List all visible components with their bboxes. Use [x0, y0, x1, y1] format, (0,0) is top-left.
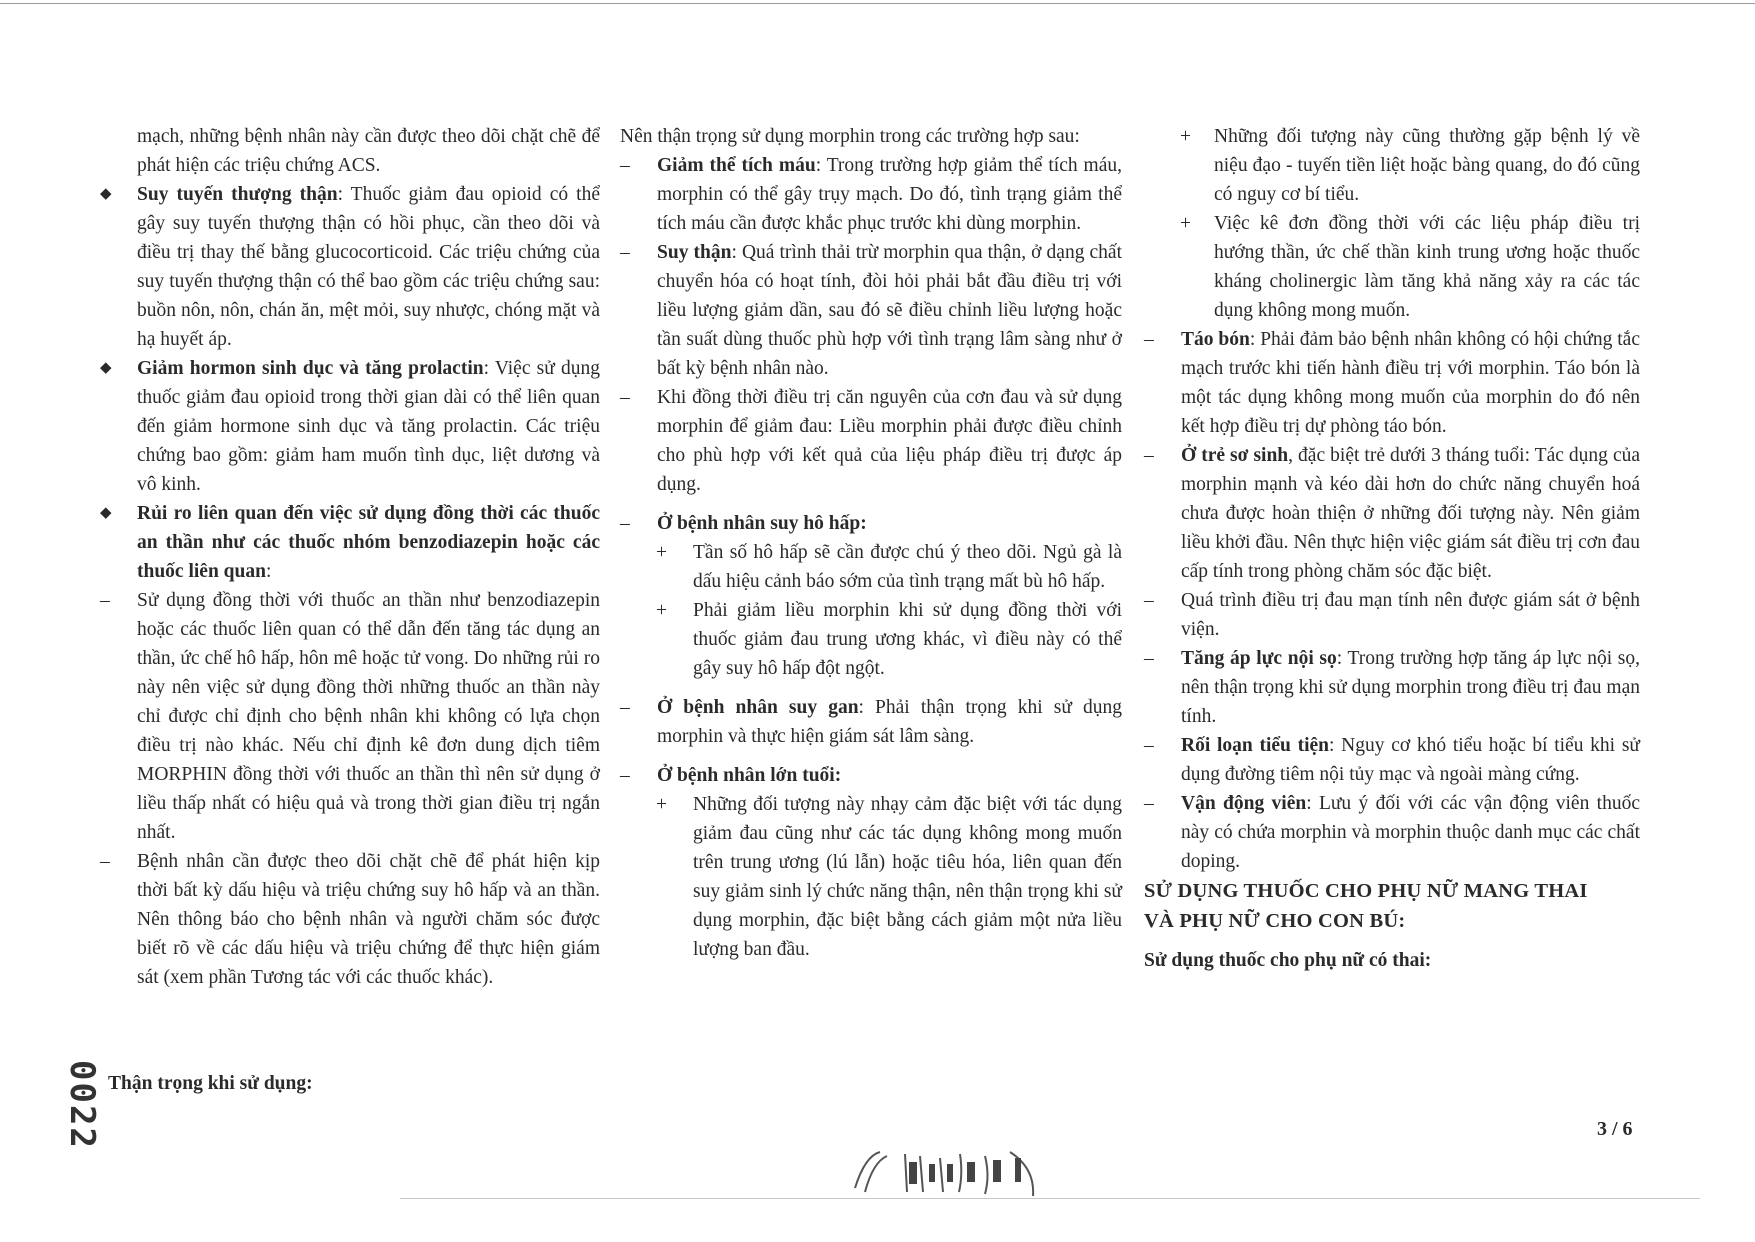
section-heading-line: VÀ PHỤ NỮ CHO CON BÚ: [1144, 910, 1406, 932]
plus-bullet-icon: + [1180, 126, 1191, 147]
item-term: Vận động viên [1181, 793, 1307, 814]
item-text: : Thuốc giảm đau opioid có thể gây suy tuyến thượng thận có hồi phục, cần theo dõi và điều trị thay thế bằng glucocorticoid. Các triệu chứng của suy tuyến thượng thận có thể bao gồm các triệu chứng sau: buồn nôn, nôn, chán ăn, mệt mỏi, suy nhược, chóng mặt và hạ huyết áp. [137, 184, 600, 350]
sub-list-item [1144, 122, 1640, 209]
list-item [1144, 789, 1640, 876]
list-item [620, 151, 1122, 238]
plus-bullet-icon: + [1180, 213, 1191, 234]
list-item [1144, 644, 1640, 731]
list-item [620, 693, 1122, 751]
dash-bullet-icon: – [1144, 329, 1154, 350]
item-text: : Nguy cơ khó tiểu hoặc bí tiểu khi sử dụng đường tiêm nội tủy mạc và ngoài màng cứng. [1181, 735, 1640, 785]
list-item [1144, 441, 1640, 586]
item-text: Sử dụng đồng thời với thuốc an thần như benzodiazepin hoặc các thuốc liên quan có thể dẫn đến tăng tác dụng an thần, ức chế hô hấp, hôn mê hoặc tử vong. Do những rủi ro này nên việc sử dụng đồng thời những thuốc an thần này chỉ được chỉ định cho bệnh nhân khi không có lựa chọn điều trị nào khác. Nếu chỉ định kê đơn dung dịch tiêm MORPHIN đồng thời với thuốc an thần thì nên sử dụng ở liều thấp nhất có hiệu quả và trong thời gian điều trị ngắn nhất. [137, 590, 600, 843]
item-text: : Trong trường hợp tăng áp lực nội sọ, nên thận trọng khi sử dụng morphin trong điều trị đau mạn tính. [1181, 648, 1640, 727]
elderly-heading: Ở bệnh nhân lớn tuổi: [657, 765, 842, 786]
item-text: Tần số hô hấp sẽ cần được chú ý theo dõi. Ngủ gà là dấu hiệu cảnh báo sớm của tình trạng mất bù hô hấp. [693, 542, 1122, 592]
item-term: Suy tuyến thượng thận [137, 184, 338, 205]
item-text: Những đối tượng này nhạy cảm đặc biệt với tác dụng giảm đau cũng như các tác dụng không mong muốn trên trung ương (lú lẫn) hoặc tiêu hóa, liên quan đến suy giảm sinh lý chức năng thận, nên thận trọng khi sử dụng morphin, đặc biệt bằng cách giảm một nửa liều lượng ban đầu. [693, 794, 1122, 960]
column-left [100, 122, 600, 992]
item-text: Bệnh nhân cần được theo dõi chặt chẽ để phát hiện kịp thời bất kỳ dấu hiệu và triệu chứng suy hô hấp và an thần. Nên thông báo cho bệnh nhân và người chăm sóc được biết rõ về các dấu hiệu và triệu chứng để thực hiện giám sát (xem phần Tương tác với các thuốc khác). [137, 851, 600, 988]
section-heading [1144, 876, 1640, 936]
list-item [100, 354, 600, 499]
item-text: : Lưu ý đối với các vận động viên thuốc này có chứa morphin và morphin thuộc danh mục các chất doping. [1181, 793, 1640, 872]
margin-code-wrap [62, 1060, 108, 1160]
sub-list-item [620, 596, 1122, 683]
sub-list-item [1144, 209, 1640, 325]
dash-bullet-icon: – [100, 851, 110, 872]
page-number: 3 / 6 [1597, 1118, 1633, 1140]
intro-paragraph: mạch, những bệnh nhân này cần được theo dõi chặt chẽ để phát hiện các triệu chứng ACS. [137, 126, 600, 176]
item-text: : Việc sử dụng thuốc giảm đau opioid trong thời gian dài có thể liên quan đến giảm hormone sinh dục và tăng prolactin. Các triệu chứng bao gồm: giảm ham muốn tình dục, liệt dương và vô kinh. [137, 358, 600, 495]
diamond-bullet-icon: ◆ [100, 360, 112, 376]
item-text: : Quá trình thải trừ morphin qua thận, ở dạng chất chuyển hóa có hoạt tính, đòi hỏi phải bắt đầu điều trị với liều lượng giảm dần, sau đó sẽ điều chỉnh liều lượng hoặc tần suất dùng thuốc phù hợp với tình trạng lâm sàng như ở bất kỳ bệnh nhân nào. [657, 242, 1122, 379]
dash-bullet-icon: – [1144, 735, 1154, 756]
dash-bullet-icon: – [620, 513, 630, 534]
item-term: Ở trẻ sơ sinh [1181, 445, 1289, 466]
item-text: Những đối tượng này cũng thường gặp bệnh lý về niệu đạo - tuyến tiền liệt hoặc bàng quang, do đó cũng có nguy cơ bí tiểu. [1214, 126, 1640, 205]
list-item [1144, 586, 1640, 644]
bottom-scan-rule [400, 1198, 1700, 1199]
caution-heading: Thận trọng khi sử dụng: [108, 1073, 313, 1094]
intro-paragraph: Nên thận trọng sử dụng morphin trong các trường hợp sau: [620, 126, 1080, 147]
list-item [100, 180, 600, 354]
company-stamp-icon [845, 1148, 1075, 1200]
item-text: : Phải thận trọng khi sử dụng morphin và thực hiện giám sát lâm sàng. [657, 697, 1122, 747]
top-scan-rule [0, 3, 1755, 4]
item-text: Phải giảm liều morphin khi sử dụng đồng thời với thuốc giảm đau trung ương khác, vì điều này có thể gây suy hô hấp đột ngột. [693, 600, 1122, 679]
item-term: Suy thận [657, 242, 732, 263]
sub-heading: Sử dụng thuốc cho phụ nữ có thai: [1144, 950, 1432, 971]
margin-code: 0022 [62, 1060, 102, 1150]
dash-bullet-icon: – [620, 242, 630, 263]
list-item [620, 509, 1122, 538]
list-item [1144, 731, 1640, 789]
list-item [100, 499, 600, 586]
item-term: Rủi ro liên quan đến việc sử dụng đồng thời các thuốc an thần như các thuốc nhóm benzodiazepin hoặc các thuốc liên quan [137, 503, 600, 582]
plus-bullet-icon: + [656, 794, 667, 815]
item-term: Táo bón [1181, 329, 1250, 350]
item-term: Ở bệnh nhân suy gan [657, 697, 859, 718]
dash-bullet-icon: – [620, 387, 630, 408]
column-right [1144, 122, 1640, 975]
item-term: Giảm hormon sinh dục và tăng prolactin [137, 358, 484, 379]
item-text: : Phải đảm bảo bệnh nhân không có hội chứng tắc mạch trước khi tiến hành điều trị với morphin. Táo bón là một tác dụng không mong muốn của morphin do đó nên kết hợp điều trị dự phòng táo bón. [1181, 329, 1640, 437]
list-item [620, 761, 1122, 790]
dash-bullet-icon: – [100, 590, 110, 611]
item-term: Rối loạn tiểu tiện [1181, 735, 1329, 756]
dash-bullet-icon: – [620, 697, 630, 718]
item-text: Khi đồng thời điều trị căn nguyên của cơn đau và sử dụng morphin để giảm đau: Liều morphin phải được điều chỉnh cho phù hợp với kết quả của liệu pháp điều trị được áp dụng. [657, 387, 1122, 495]
dash-bullet-icon: – [1144, 648, 1154, 669]
dash-bullet-icon: – [1144, 445, 1154, 466]
item-term: Giảm thể tích máu [657, 155, 816, 176]
list-item [100, 586, 600, 847]
dash-bullet-icon: – [1144, 590, 1154, 611]
section-heading-line: SỬ DỤNG THUỐC CHO PHỤ NỮ MANG THAI [1144, 880, 1588, 902]
diamond-bullet-icon: ◆ [100, 186, 112, 202]
diamond-bullet-icon: ◆ [100, 505, 112, 521]
item-text: Quá trình điều trị đau mạn tính nên được giám sát ở bệnh viện. [1181, 590, 1640, 640]
sub-list-item [620, 538, 1122, 596]
item-text: , đặc biệt trẻ dưới 3 tháng tuổi: Tác dụng của morphin mạnh và kéo dài hơn do chức năng chuyển hoá chưa được hoàn thiện ở những đối tượng này. Nên giảm liều khởi đầu. Nên thực hiện việc giám sát điều trị cơn đau cấp tính trong phòng chăm sóc đặc biệt. [1181, 445, 1641, 582]
item-text: Việc kê đơn đồng thời với các liệu pháp điều trị hướng thần, ức chế thần kinh trung ương hoặc thuốc kháng cholinergic làm tăng khả năng xảy ra các tác dụng không mong muốn. [1214, 213, 1640, 321]
list-item [1144, 325, 1640, 441]
plus-bullet-icon: + [656, 600, 667, 621]
list-item [100, 847, 600, 992]
sub-list-item [620, 790, 1122, 964]
item-text: : Trong trường hợp giảm thể tích máu, morphin có thể gây trụy mạch. Do đó, tình trạng giảm thể tích máu cần được khắc phục trước khi dùng morphin. [657, 155, 1122, 234]
item-term: Tăng áp lực nội sọ [1181, 648, 1337, 669]
dash-bullet-icon: – [1144, 793, 1154, 814]
list-item [620, 383, 1122, 499]
dash-bullet-icon: – [620, 155, 630, 176]
plus-bullet-icon: + [656, 542, 667, 563]
dash-bullet-icon: – [620, 765, 630, 786]
list-item [620, 238, 1122, 383]
respiratory-heading: Ở bệnh nhân suy hô hấp: [657, 513, 867, 534]
item-text: : [265, 561, 272, 582]
column-middle [620, 122, 1122, 964]
